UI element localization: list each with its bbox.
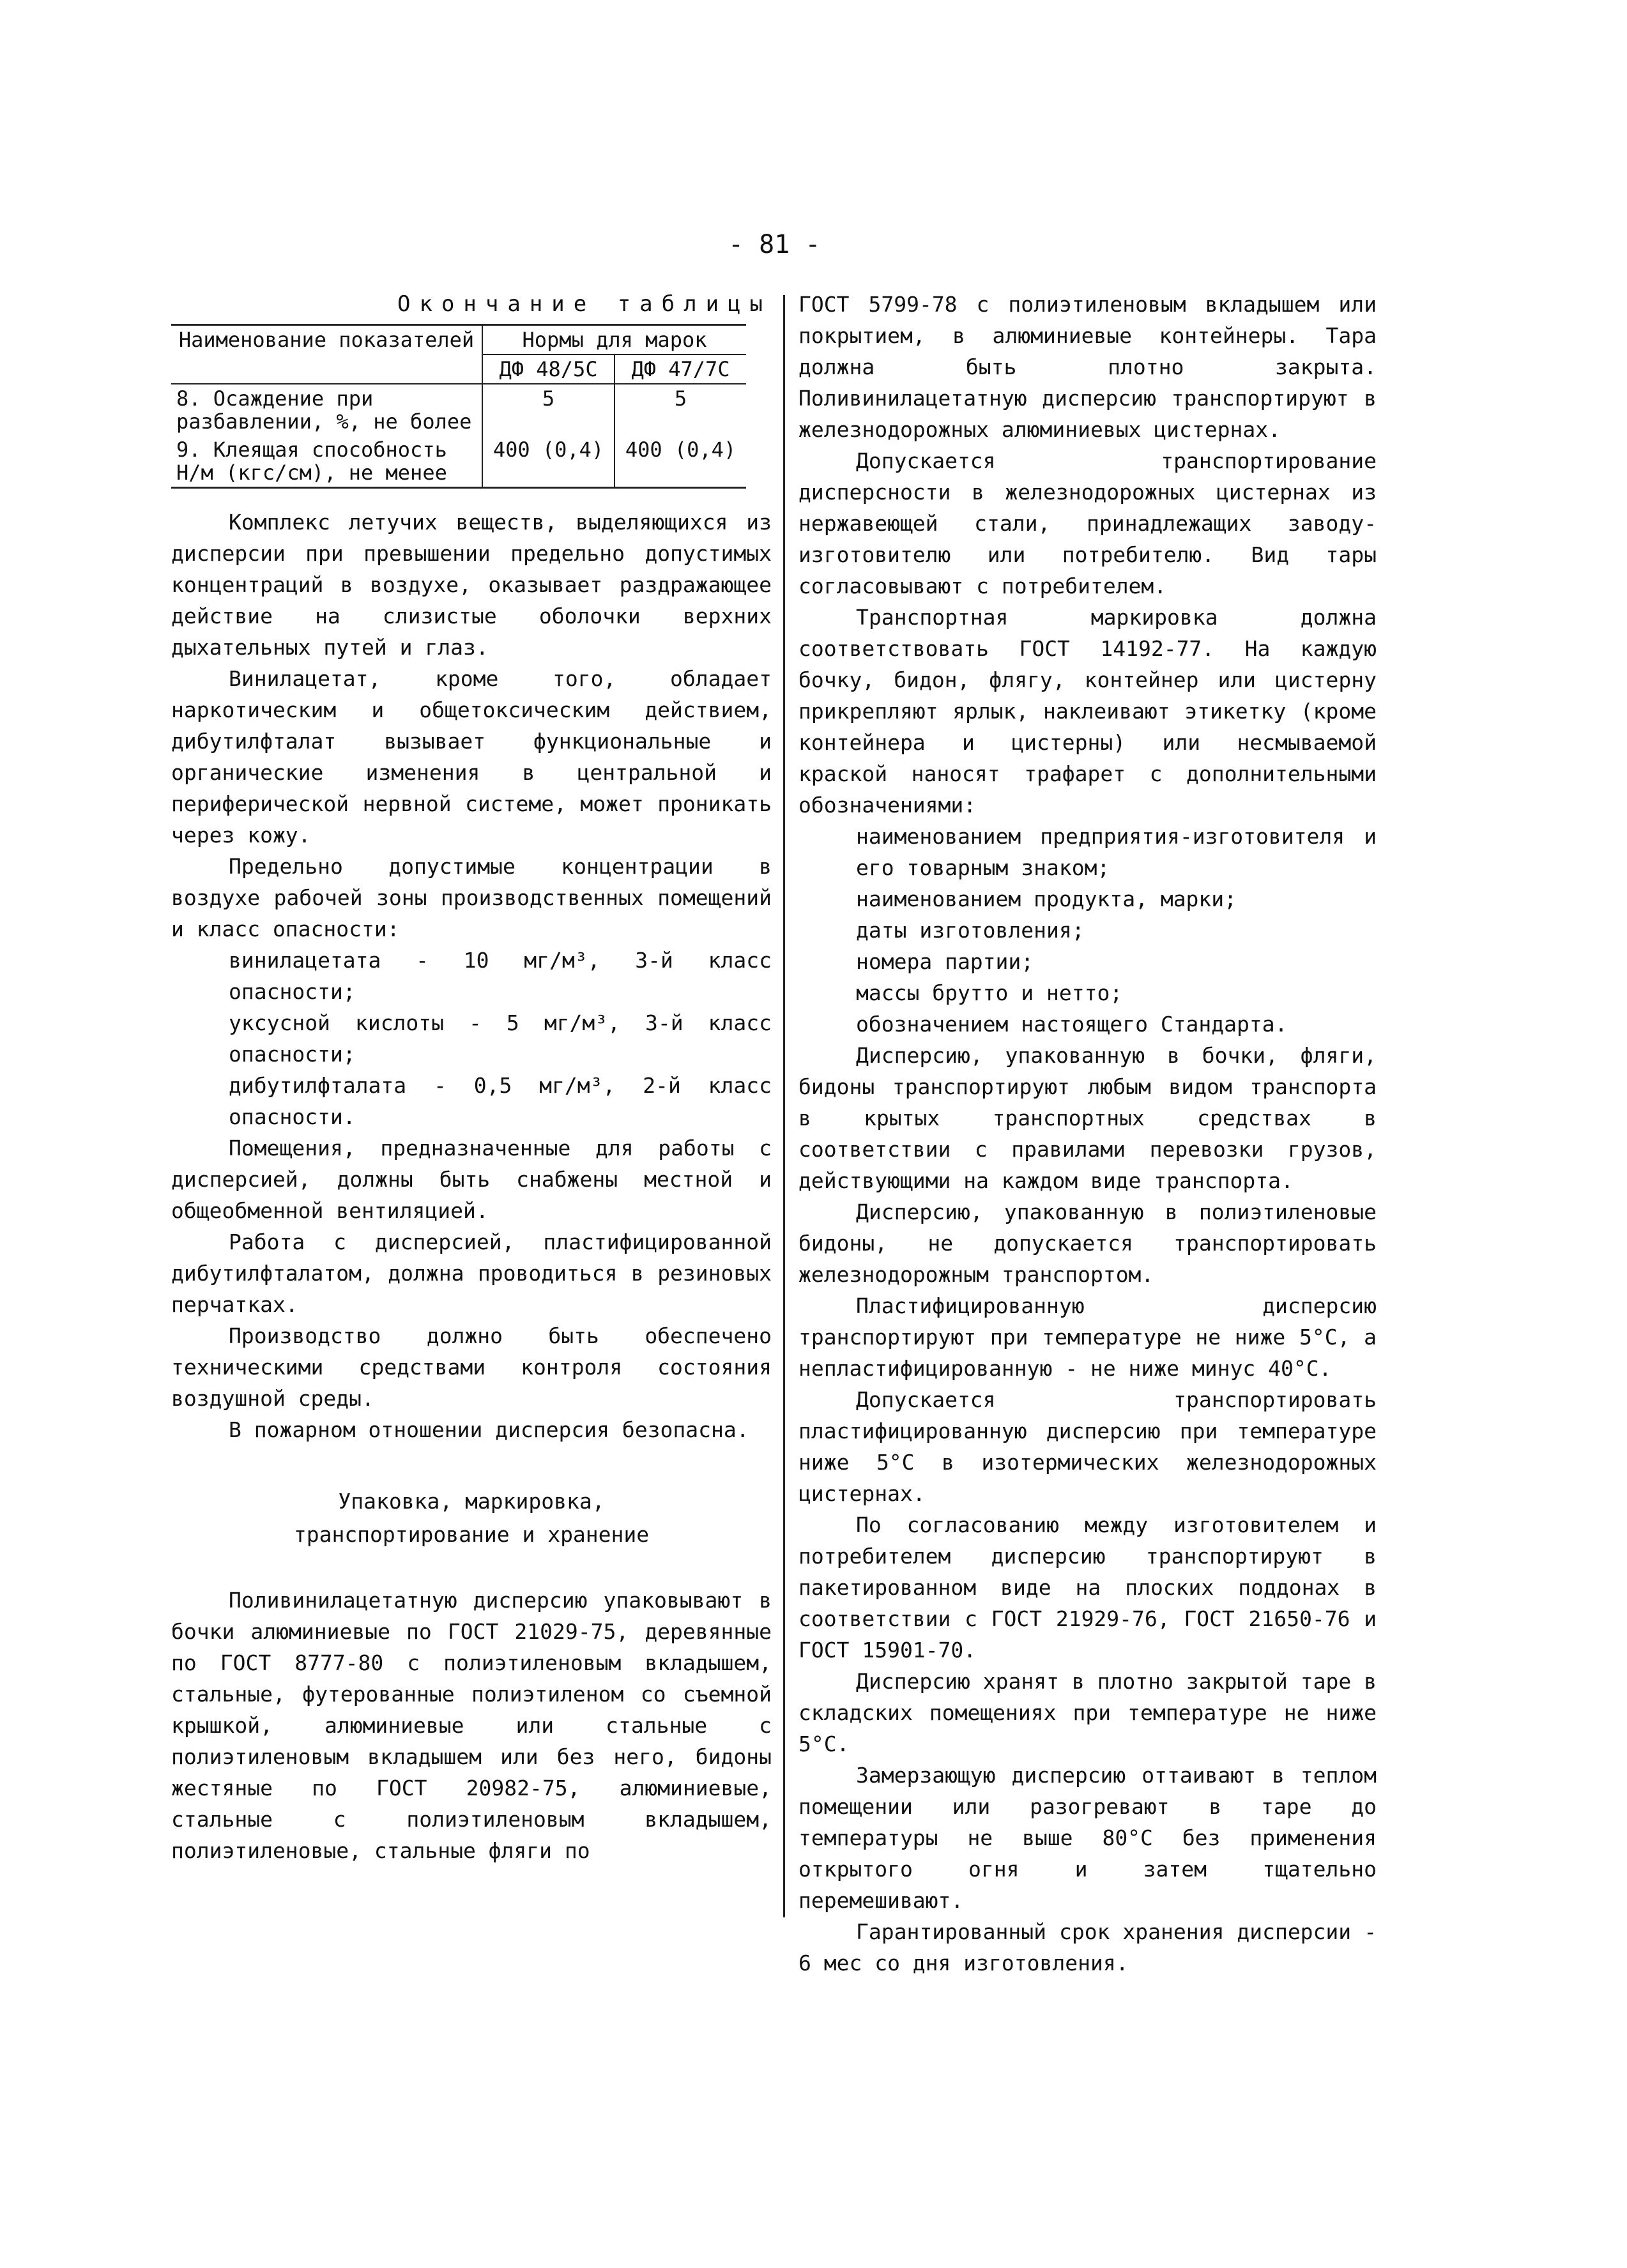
table-caption: Окончание таблицы bbox=[397, 291, 772, 317]
properties-table bbox=[171, 324, 746, 489]
paragraph-packaging: Поливинилацетатную дисперсию упаковывают в бочки алюминиевые по ГОСТ 21029-75, деревянные по ГОСТ 8777-80 с полиэтиленовым вкладышем, стальные, футерованные полиэтиленом со съемной крышкой, алюминиевые или стальные с полиэтиленовым вкладышем или без него, бидоны жестяные по ГОСТ 20982-75, алюминиевые, стальные с полиэтиленовым вкладышем, полиэтиленовые, стальные фляги по bbox=[171, 1588, 772, 1863]
table-header-row bbox=[171, 325, 746, 355]
marking-item-standard: обозначением настоящего Стандарта. bbox=[856, 1012, 1288, 1037]
marking-item-manufacturer: наименованием предприятия-изготовителя и его товарным знаком; bbox=[856, 824, 1377, 880]
header-norms: Нормы для марок bbox=[482, 325, 746, 355]
section-heading-line-2: транспортирование и хранение bbox=[293, 1522, 650, 1547]
row-value: 400 (0,4) bbox=[482, 436, 615, 488]
paragraph-fire-safety: В пожарном отношении дисперсия безопасна. bbox=[229, 1417, 749, 1442]
paragraph-marking: Транспортная маркировка должна соответствовать ГОСТ 14192-77. На каждую бочку, бидон, флягу, контейнер или цистерну прикрепляют ярлык, наклеивают этикетку (кроме контейнера и цистерны) или несмываемой краской наносят трафарет с дополнительными обозначениями: bbox=[798, 605, 1377, 818]
paragraph-gloves: Работа с дисперсией, пластифицированной дибутилфталатом, должна проводиться в резиновых перчатках. bbox=[171, 1229, 772, 1317]
paragraph-ventilation: Помещения, предназначенные для работы с дисперсией, должны быть снабжены местной и общеобменной вентиляцией. bbox=[171, 1136, 772, 1223]
marking-item-mass: массы брутто и нетто; bbox=[856, 980, 1123, 1005]
paragraph-transport-temperature: Пластифицированную дисперсию транспортируют при температуре не ниже 5°С, а непластифицированную - не ниже минус 40°С. bbox=[798, 1293, 1377, 1381]
paragraph-max-concentrations: Предельно допустимые концентрации в воздухе рабочей зоны производственных помещений и класс опасности: bbox=[171, 854, 772, 941]
table-row bbox=[171, 436, 746, 488]
page-number: - 81 - bbox=[728, 230, 821, 259]
paragraph-air-control: Производство должно быть обеспечено техническими средствами контроля состояния воздушной среды. bbox=[171, 1323, 772, 1411]
concentration-item-acetic-acid: уксусной кислоты - 5 мг/м³, 3-й класс опасности; bbox=[229, 1010, 772, 1067]
row-label: 8. Осаждение при разбавлении, %, не более bbox=[176, 386, 472, 434]
marking-item-date: даты изготовления; bbox=[856, 918, 1085, 943]
paragraph-containers: ГОСТ 5799-78 с полиэтиленовым вкладышем или покрытием, в алюминиевые контейнеры. Тара должна быть плотно закрыта. Поливинилацетатную дисперсию транспортируют в железнодорожных алюминиевых цистернах. bbox=[798, 292, 1377, 442]
row-value: 5 bbox=[482, 384, 615, 436]
paragraph-thawing: Замерзающую дисперсию оттаивают в теплом помещении или разогревают в таре до температуры не выше 80°С без применения открытого огня и затем тщательно перемешивают. bbox=[798, 1763, 1377, 1913]
concentration-item-dibutyl-phthalate: дибутилфталата - 0,5 мг/м³, 2-й класс опасности. bbox=[229, 1073, 772, 1129]
header-indicator: Наименование показателей bbox=[171, 325, 482, 384]
paragraph-shelf-life: Гарантированный срок хранения дисперсии - 6 мес со дня изготовления. bbox=[798, 1919, 1377, 1975]
concentration-item-vinyl-acetate: винилацетата - 10 мг/м³, 3-й класс опасности; bbox=[229, 948, 772, 1004]
row-value: 5 bbox=[615, 384, 746, 436]
marking-item-product: наименованием продукта, марки; bbox=[856, 887, 1237, 911]
paragraph-storage: Дисперсию хранят в плотно закрытой таре в складских помещениях при температуре не ниже 5°С. bbox=[798, 1669, 1377, 1756]
table-row bbox=[171, 384, 746, 436]
marking-item-batch: номера партии; bbox=[856, 949, 1034, 974]
section-heading bbox=[171, 1485, 772, 1551]
paragraph-vinyl-acetate: Винилацетат, кроме того, обладает наркотическим и общетоксическим действием, дибутилфталат вызывает функциональные и органические изменения в центральной и периферической нервной системе, может проникать через кожу. bbox=[171, 666, 772, 848]
column-divider bbox=[783, 295, 785, 1917]
paragraph-volatile-substances: Комплекс летучих веществ, выделяющихся из дисперсии при превышении предельно допустимых концентраций в воздухе, оказывает раздражающее действие на слизистые оболочки верхних дыхательных путей и глаз. bbox=[171, 510, 772, 660]
row-label: 9. Клеящая способность Н/м (кгс/см), не менее bbox=[171, 436, 482, 488]
right-column bbox=[798, 289, 1377, 1979]
paragraph-polyethylene-cans: Дисперсию, упакованную в полиэтиленовые бидоны, не допускается транспортировать железнодорожным транспортом. bbox=[798, 1199, 1377, 1287]
header-brand-1: ДФ 48/5С bbox=[482, 354, 615, 384]
paragraph-isothermal-tanks: Допускается транспортировать пластифицированную дисперсию при температуре ниже 5°С в изотермических железнодорожных цистернах. bbox=[798, 1387, 1377, 1506]
left-column bbox=[171, 289, 772, 1866]
paragraph-steel-tanks: Допускается транспортирование дисперсности в железнодорожных цистернах из нержавеющей стали, принадлежащих заводу-изготовителю или потребителю. Вид тары согласовывают с потребителем. bbox=[798, 448, 1377, 598]
paragraph-pallets: По согласованию между изготовителем и потребителем дисперсию транспортируют в пакетированном виде на плоских поддонах в соответствии с ГОСТ 21929-76, ГОСТ 21650-76 и ГОСТ 15901-70. bbox=[798, 1512, 1377, 1663]
row-value: 400 (0,4) bbox=[615, 436, 746, 488]
section-heading-line-1: Упаковка, маркировка, bbox=[338, 1489, 605, 1514]
paragraph-transport: Дисперсию, упакованную в бочки, фляги, бидоны транспортируют любым видом транспорта в крытых транспортных средствах в соответствии с правилами перевозки грузов, действующими на каждом виде транспорта. bbox=[798, 1043, 1377, 1193]
header-brand-2: ДФ 47/7С bbox=[615, 354, 746, 384]
